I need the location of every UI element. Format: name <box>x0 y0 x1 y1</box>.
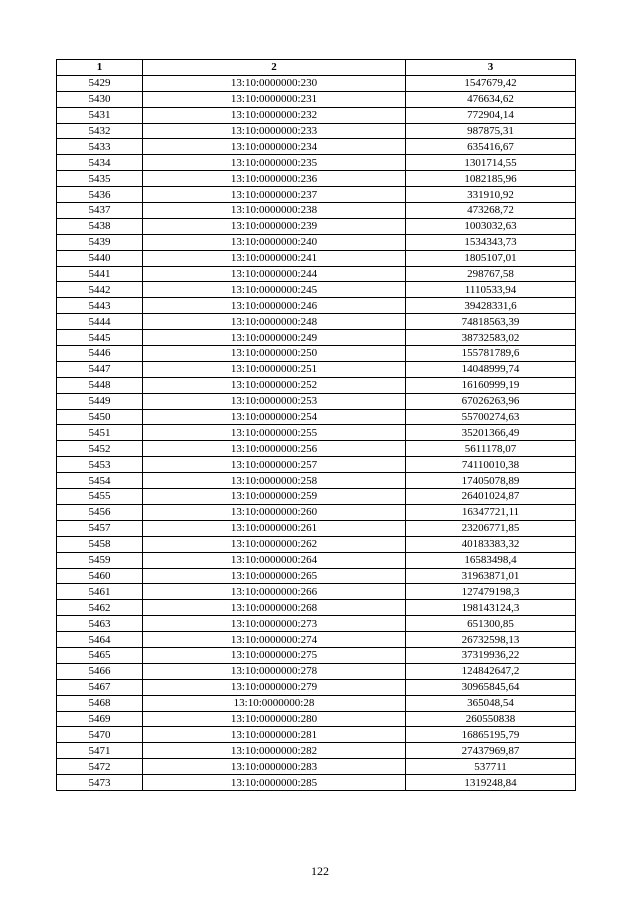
row-number-cell: 5438 <box>57 218 143 234</box>
row-number-cell: 5458 <box>57 536 143 552</box>
row-number-cell: 5433 <box>57 139 143 155</box>
row-number-cell: 5468 <box>57 695 143 711</box>
cadastral-number-cell: 13:10:0000000:265 <box>143 568 406 584</box>
row-number-cell: 5461 <box>57 584 143 600</box>
table-row <box>57 123 576 139</box>
cadastral-number-cell: 13:10:0000000:280 <box>143 711 406 727</box>
table-row <box>57 457 576 473</box>
value-cell: 127479198,3 <box>406 584 576 600</box>
cadastral-number-cell: 13:10:0000000:256 <box>143 441 406 457</box>
value-cell: 473268,72 <box>406 203 576 219</box>
value-cell: 67026263,96 <box>406 393 576 409</box>
cadastral-number-cell: 13:10:0000000:273 <box>143 616 406 632</box>
cadastral-number-cell: 13:10:0000000:230 <box>143 75 406 91</box>
table-row <box>57 711 576 727</box>
row-number-cell: 5454 <box>57 473 143 489</box>
row-number-cell: 5453 <box>57 457 143 473</box>
value-cell: 39428331,6 <box>406 298 576 314</box>
cadastral-number-cell: 13:10:0000000:249 <box>143 330 406 346</box>
value-cell: 198143124,3 <box>406 600 576 616</box>
cadastral-number-cell: 13:10:0000000:279 <box>143 679 406 695</box>
cadastral-number-cell: 13:10:0000000:275 <box>143 647 406 663</box>
cadastral-number-cell: 13:10:0000000:266 <box>143 584 406 600</box>
value-cell: 1082185,96 <box>406 171 576 187</box>
cadastral-number-cell: 13:10:0000000:235 <box>143 155 406 171</box>
row-number-cell: 5447 <box>57 361 143 377</box>
cadastral-number-cell: 13:10:0000000:260 <box>143 504 406 520</box>
row-number-cell: 5441 <box>57 266 143 282</box>
table-row <box>57 536 576 552</box>
table-row <box>57 663 576 679</box>
cadastral-number-cell: 13:10:0000000:232 <box>143 107 406 123</box>
cadastral-number-cell: 13:10:0000000:239 <box>143 218 406 234</box>
page-number: 122 <box>311 864 329 878</box>
table-row <box>57 218 576 234</box>
table-row <box>57 727 576 743</box>
table-row <box>57 504 576 520</box>
value-cell: 26732598,13 <box>406 632 576 648</box>
table-row <box>57 520 576 536</box>
cadastral-number-cell: 13:10:0000000:257 <box>143 457 406 473</box>
cadastral-number-cell: 13:10:0000000:252 <box>143 377 406 393</box>
cadastral-number-cell: 13:10:0000000:240 <box>143 234 406 250</box>
value-cell: 38732583,02 <box>406 330 576 346</box>
value-cell: 476634,62 <box>406 91 576 107</box>
row-number-cell: 5448 <box>57 377 143 393</box>
row-number-cell: 5431 <box>57 107 143 123</box>
value-cell: 298767,58 <box>406 266 576 282</box>
table-row <box>57 282 576 298</box>
table-row <box>57 75 576 91</box>
value-cell: 16347721,11 <box>406 504 576 520</box>
row-number-cell: 5470 <box>57 727 143 743</box>
value-cell: 14048999,74 <box>406 361 576 377</box>
value-cell: 537711 <box>406 759 576 775</box>
value-cell: 635416,67 <box>406 139 576 155</box>
table-row <box>57 568 576 584</box>
row-number-cell: 5442 <box>57 282 143 298</box>
row-number-cell: 5465 <box>57 647 143 663</box>
row-number-cell: 5432 <box>57 123 143 139</box>
table-row <box>57 250 576 266</box>
cadastral-number-cell: 13:10:0000000:238 <box>143 203 406 219</box>
table-row <box>57 107 576 123</box>
cadastral-number-cell: 13:10:0000000:264 <box>143 552 406 568</box>
cadastral-number-cell: 13:10:0000000:241 <box>143 250 406 266</box>
table-row <box>57 441 576 457</box>
table-row <box>57 489 576 505</box>
cadastral-number-cell: 13:10:0000000:253 <box>143 393 406 409</box>
value-cell: 40183383,32 <box>406 536 576 552</box>
table-body <box>57 75 576 790</box>
cadastral-number-cell: 13:10:0000000:244 <box>143 266 406 282</box>
cadastral-number-cell: 13:10:0000000:281 <box>143 727 406 743</box>
cadastral-number-cell: 13:10:0000000:274 <box>143 632 406 648</box>
cadastral-number-cell: 13:10:0000000:233 <box>143 123 406 139</box>
table-row <box>57 266 576 282</box>
table-row <box>57 743 576 759</box>
cadastral-number-cell: 13:10:0000000:285 <box>143 775 406 791</box>
value-cell: 23206771,85 <box>406 520 576 536</box>
row-number-cell: 5449 <box>57 393 143 409</box>
table-row <box>57 203 576 219</box>
value-cell: 5611178,07 <box>406 441 576 457</box>
table-row <box>57 234 576 250</box>
value-cell: 1319248,84 <box>406 775 576 791</box>
value-cell: 35201366,49 <box>406 425 576 441</box>
value-cell: 651300,85 <box>406 616 576 632</box>
value-cell: 17405078,89 <box>406 473 576 489</box>
row-number-cell: 5446 <box>57 346 143 362</box>
value-cell: 26401024,87 <box>406 489 576 505</box>
table-header <box>57 60 576 76</box>
header-row <box>57 60 576 76</box>
value-cell: 365048,54 <box>406 695 576 711</box>
table-row <box>57 775 576 791</box>
table-row <box>57 409 576 425</box>
row-number-cell: 5464 <box>57 632 143 648</box>
row-number-cell: 5456 <box>57 504 143 520</box>
row-number-cell: 5443 <box>57 298 143 314</box>
value-cell: 124842647,2 <box>406 663 576 679</box>
table-row <box>57 91 576 107</box>
table-row <box>57 552 576 568</box>
value-cell: 1110533,94 <box>406 282 576 298</box>
row-number-cell: 5437 <box>57 203 143 219</box>
row-number-cell: 5467 <box>57 679 143 695</box>
table-row <box>57 647 576 663</box>
row-number-cell: 5466 <box>57 663 143 679</box>
cadastral-number-cell: 13:10:0000000:258 <box>143 473 406 489</box>
table-row <box>57 346 576 362</box>
table-row <box>57 298 576 314</box>
row-number-cell: 5472 <box>57 759 143 775</box>
value-cell: 16160999,19 <box>406 377 576 393</box>
value-cell: 1301714,55 <box>406 155 576 171</box>
table-row <box>57 616 576 632</box>
value-cell: 31963871,01 <box>406 568 576 584</box>
row-number-cell: 5452 <box>57 441 143 457</box>
value-cell: 155781789,6 <box>406 346 576 362</box>
data-table <box>56 59 576 791</box>
table-row <box>57 393 576 409</box>
value-cell: 55700274,63 <box>406 409 576 425</box>
cadastral-number-cell: 13:10:0000000:246 <box>143 298 406 314</box>
table-row <box>57 361 576 377</box>
row-number-cell: 5440 <box>57 250 143 266</box>
row-number-cell: 5462 <box>57 600 143 616</box>
row-number-cell: 5451 <box>57 425 143 441</box>
cadastral-number-cell: 13:10:0000000:251 <box>143 361 406 377</box>
row-number-cell: 5455 <box>57 489 143 505</box>
row-number-cell: 5469 <box>57 711 143 727</box>
cadastral-number-cell: 13:10:0000000:282 <box>143 743 406 759</box>
row-number-cell: 5471 <box>57 743 143 759</box>
table-row <box>57 679 576 695</box>
cadastral-number-cell: 13:10:0000000:248 <box>143 314 406 330</box>
value-cell: 260550838 <box>406 711 576 727</box>
table-row <box>57 377 576 393</box>
value-cell: 16583498,4 <box>406 552 576 568</box>
value-cell: 1805107,01 <box>406 250 576 266</box>
column-header-1: 1 <box>57 60 143 76</box>
cadastral-number-cell: 13:10:0000000:283 <box>143 759 406 775</box>
value-cell: 1534343,73 <box>406 234 576 250</box>
cadastral-number-cell: 13:10:0000000:231 <box>143 91 406 107</box>
column-header-3: 3 <box>406 60 576 76</box>
row-number-cell: 5444 <box>57 314 143 330</box>
table-row <box>57 695 576 711</box>
value-cell: 74110010,38 <box>406 457 576 473</box>
row-number-cell: 5450 <box>57 409 143 425</box>
table-row <box>57 155 576 171</box>
value-cell: 772904,14 <box>406 107 576 123</box>
value-cell: 1547679,42 <box>406 75 576 91</box>
table-row <box>57 759 576 775</box>
table-row <box>57 139 576 155</box>
cadastral-number-cell: 13:10:0000000:261 <box>143 520 406 536</box>
value-cell: 30965845,64 <box>406 679 576 695</box>
cadastral-number-cell: 13:10:0000000:254 <box>143 409 406 425</box>
table-row <box>57 584 576 600</box>
row-number-cell: 5434 <box>57 155 143 171</box>
cadastral-number-cell: 13:10:0000000:234 <box>143 139 406 155</box>
value-cell: 987875,31 <box>406 123 576 139</box>
cadastral-number-cell: 13:10:0000000:236 <box>143 171 406 187</box>
row-number-cell: 5445 <box>57 330 143 346</box>
row-number-cell: 5436 <box>57 187 143 203</box>
row-number-cell: 5429 <box>57 75 143 91</box>
table-row <box>57 473 576 489</box>
cadastral-number-cell: 13:10:0000000:250 <box>143 346 406 362</box>
table-row <box>57 187 576 203</box>
value-cell: 74818563,39 <box>406 314 576 330</box>
row-number-cell: 5457 <box>57 520 143 536</box>
row-number-cell: 5463 <box>57 616 143 632</box>
value-cell: 1003032,63 <box>406 218 576 234</box>
column-header-2: 2 <box>143 60 406 76</box>
value-cell: 331910,92 <box>406 187 576 203</box>
table-row <box>57 600 576 616</box>
cadastral-number-cell: 13:10:0000000:237 <box>143 187 406 203</box>
cadastral-number-cell: 13:10:0000000:255 <box>143 425 406 441</box>
table-row <box>57 632 576 648</box>
row-number-cell: 5435 <box>57 171 143 187</box>
row-number-cell: 5439 <box>57 234 143 250</box>
table-row <box>57 330 576 346</box>
value-cell: 27437969,87 <box>406 743 576 759</box>
cadastral-number-cell: 13:10:0000000:278 <box>143 663 406 679</box>
value-cell: 16865195,79 <box>406 727 576 743</box>
cadastral-number-cell: 13:10:0000000:268 <box>143 600 406 616</box>
table-row <box>57 314 576 330</box>
cadastral-number-cell: 13:10:0000000:245 <box>143 282 406 298</box>
cadastral-number-cell: 13:10:0000000:28 <box>143 695 406 711</box>
value-cell: 37319936,22 <box>406 647 576 663</box>
row-number-cell: 5460 <box>57 568 143 584</box>
row-number-cell: 5459 <box>57 552 143 568</box>
row-number-cell: 5473 <box>57 775 143 791</box>
row-number-cell: 5430 <box>57 91 143 107</box>
cadastral-number-cell: 13:10:0000000:262 <box>143 536 406 552</box>
table-row <box>57 171 576 187</box>
table-row <box>57 425 576 441</box>
cadastral-number-cell: 13:10:0000000:259 <box>143 489 406 505</box>
